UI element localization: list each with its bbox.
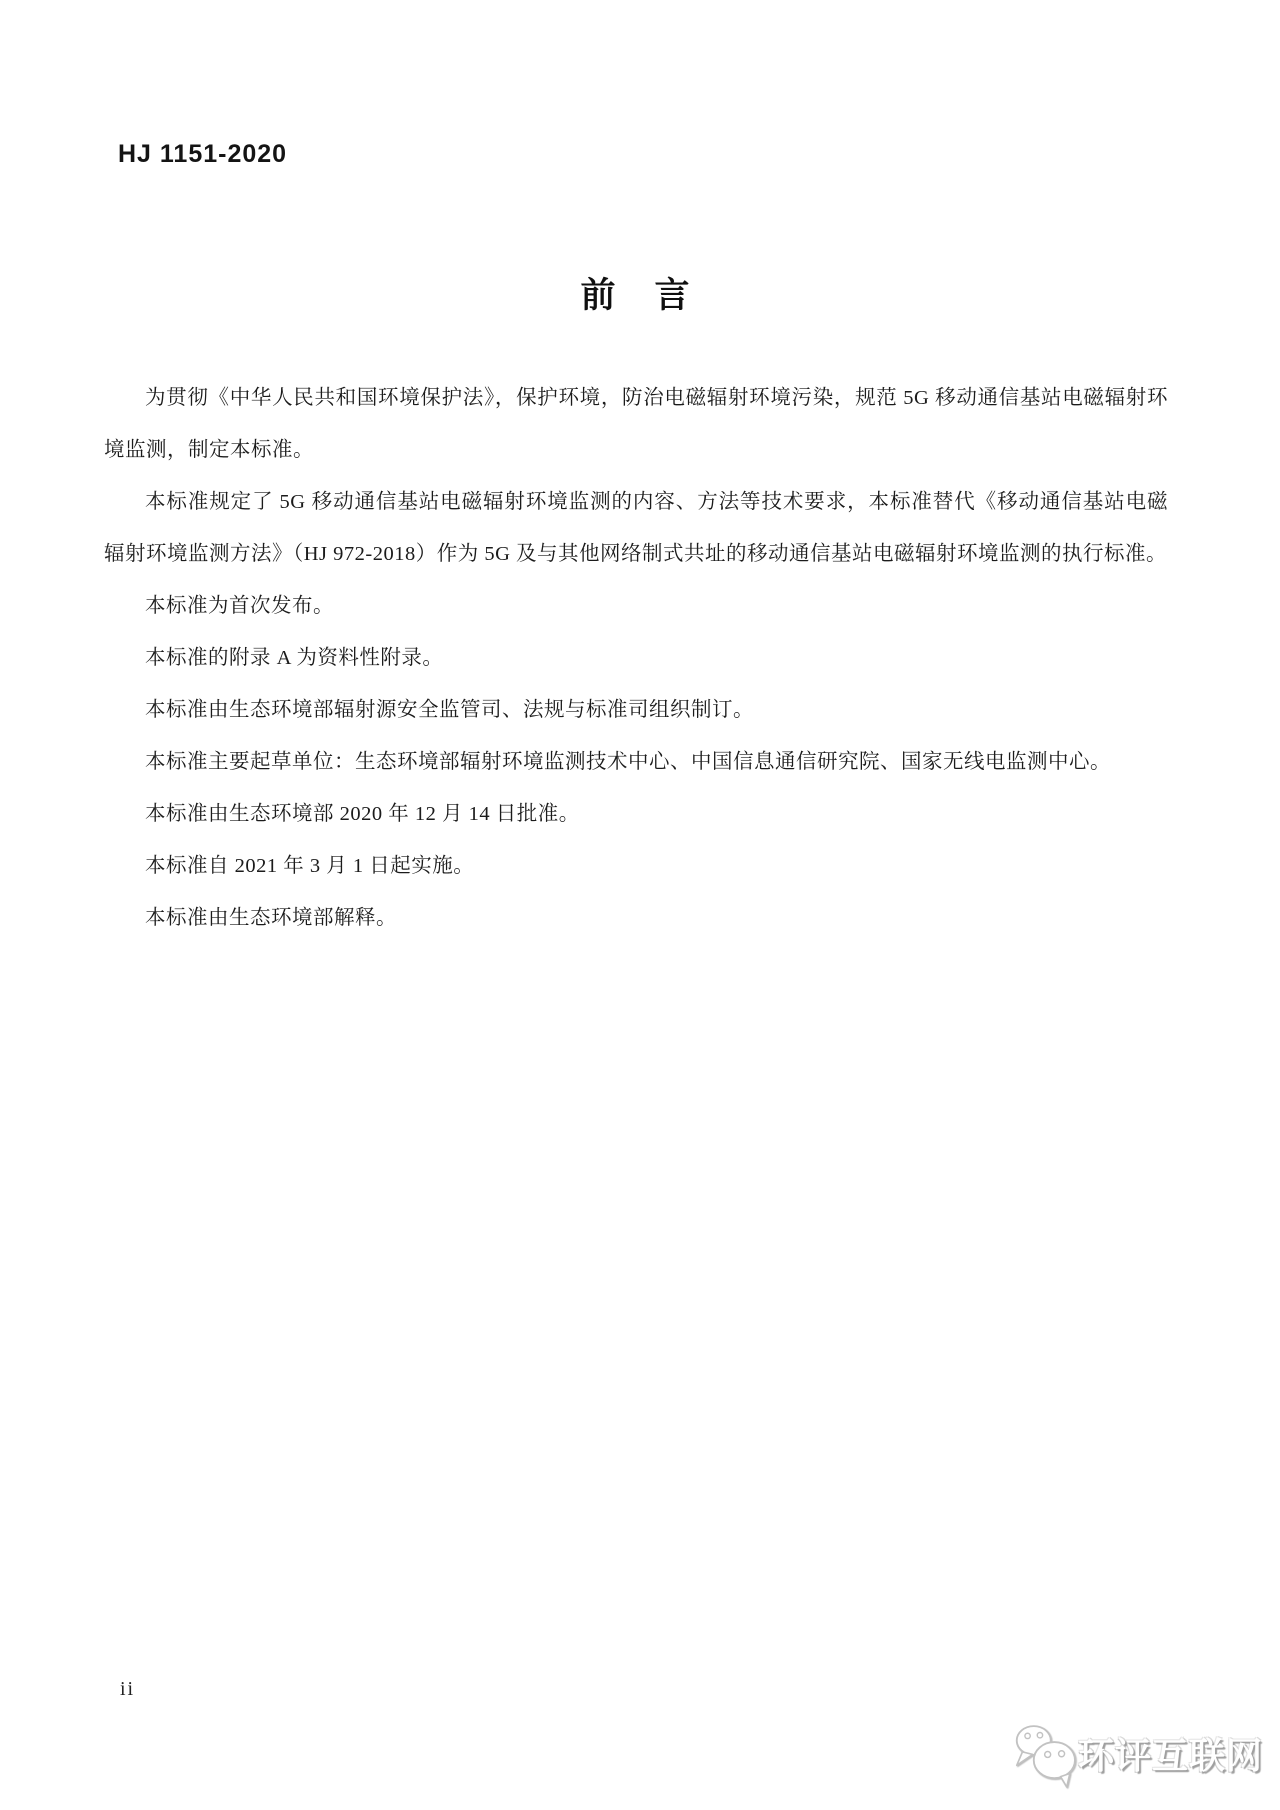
paragraph: 本标准由生态环境部 2020 年 12 月 14 日批准。	[145, 803, 580, 825]
paragraph: 本标准为首次发布。	[145, 595, 334, 617]
paragraph: 本标准规定了 5G 移动通信基站电磁辐射环境监测的内容、方法等技术要求，本标准替代《移动通信基站电磁辐射环境监测方法》（HJ 972-2018）作为 5G 及与其他网络制式共址的移动通信基站电磁辐射环境监测的执行标准。	[104, 491, 1168, 565]
paragraph: 为贯彻《中华人民共和国环境保护法》，保护环境，防治电磁辐射环境污染，规范 5G 移动通信基站电磁辐射环境监测，制定本标准。	[104, 387, 1168, 461]
page-title: 前 言	[580, 276, 692, 315]
foreword-body	[104, 372, 1168, 944]
paragraph: 本标准由生态环境部辐射源安全监管司、法规与标准司组织制订。	[145, 699, 754, 721]
page-number: ii	[120, 1678, 136, 1700]
paragraph: 本标准自 2021 年 3 月 1 日起实施。	[145, 855, 475, 877]
doc-number: HJ 1151-2020	[118, 140, 288, 168]
wechat-icon	[1008, 1722, 1076, 1790]
paragraph: 本标准的附录 A 为资料性附录。	[145, 647, 444, 669]
watermark-label: 环评互联网	[1078, 1734, 1264, 1776]
paragraph: 本标准由生态环境部解释。	[145, 907, 397, 929]
paragraph: 本标准主要起草单位：生态环境部辐射环境监测技术中心、中国信息通信研究院、国家无线电监测中心。	[145, 751, 1111, 773]
watermark	[1008, 1722, 1263, 1790]
